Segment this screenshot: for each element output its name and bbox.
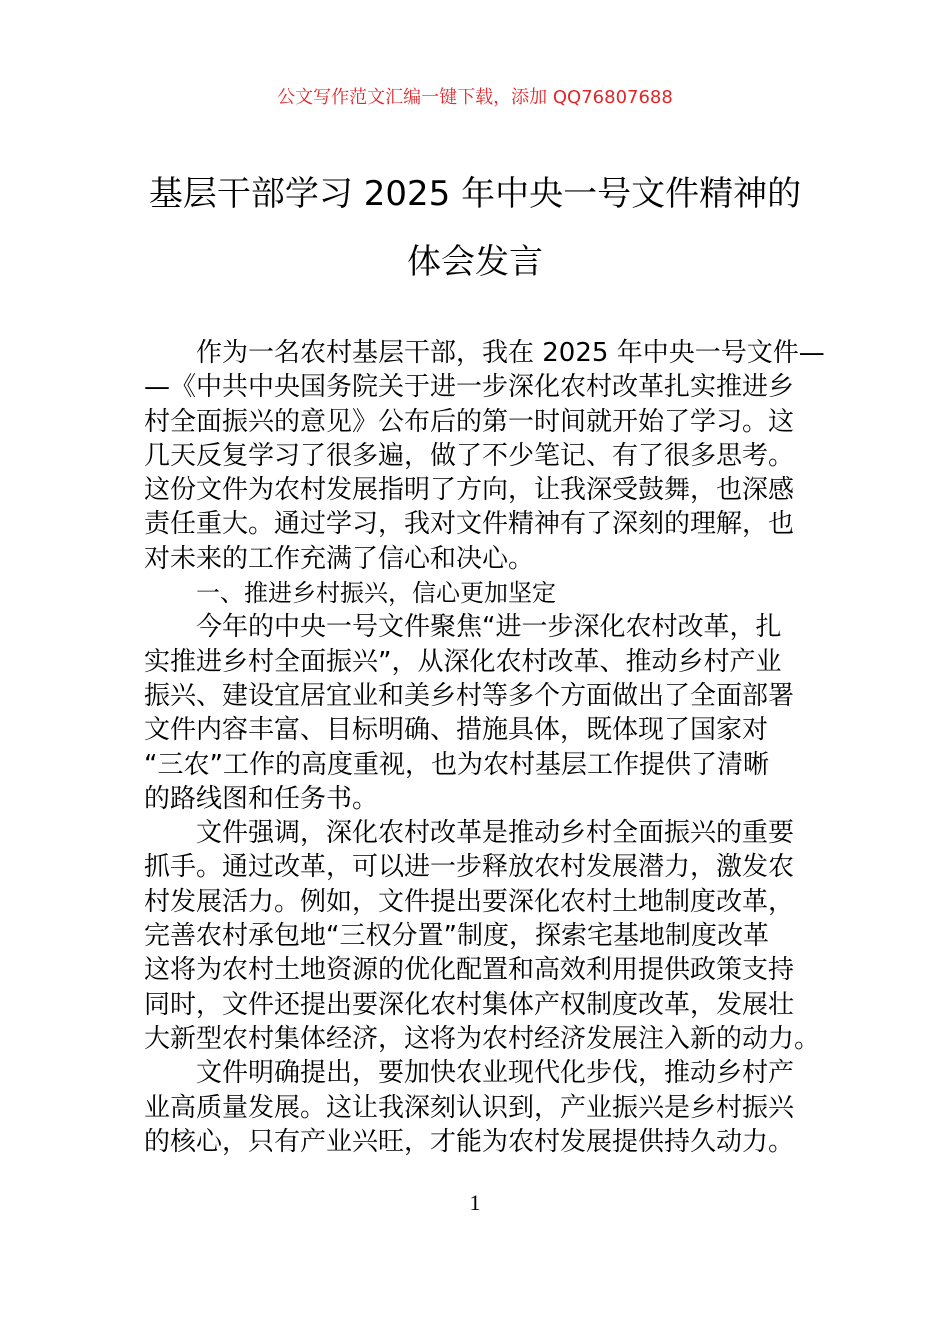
paragraph-2-line-3: 振兴、建设宜居宜业和美乡村等多个方面做出了全面部署 xyxy=(144,680,795,711)
paragraph-3-line-2: 抓手。通过改革，可以进一步释放农村发展潜力，激发农 xyxy=(144,852,795,883)
paragraph-1-line-2: —《中共中央国务院关于进一步深化农村改革扎实推进乡 xyxy=(144,372,795,403)
document-title-line-1: 基层干部学习 2025 年中央一号文件精神的 xyxy=(148,174,802,214)
paragraph-1-line-5: 这份文件为农村发展指明了方向，让我深受鼓舞，也深感 xyxy=(144,475,795,506)
document-body xyxy=(144,336,825,1159)
paragraph-1-line-7: 对未来的工作充满了信心和决心。 xyxy=(144,543,535,574)
paragraph-3-line-4: 完善农村承包地“三权分置”制度，探索宅基地制度改革 xyxy=(144,921,769,952)
paragraph-1-line-3: 村全面振兴的意见》公布后的第一时间就开始了学习。这 xyxy=(144,406,795,437)
paragraph-4-line-2: 业高质量发展。这让我深刻认识到，产业振兴是乡村振兴 xyxy=(144,1092,795,1123)
section-heading-1: 一、推进乡村振兴，信心更加坚定 xyxy=(196,579,556,608)
paragraph-1-line-1: 作为一名农村基层干部，我在 2025 年中央一号文件— xyxy=(196,338,825,368)
paragraph-2-line-4: 文件内容丰富、目标明确、措施具体，既体现了国家对 xyxy=(144,715,769,746)
paragraph-3-line-7: 大新型农村集体经济，这将为农村经济发展注入新的动力。 xyxy=(144,1023,821,1054)
paragraph-2-line-2: 实推进乡村全面振兴”，从深化农村改革、推动乡村产业 xyxy=(144,646,782,677)
paragraph-2-line-6: 的路线图和任务书。 xyxy=(144,783,379,814)
document-title-line-2: 体会发言 xyxy=(407,242,543,282)
paragraph-2-line-1: 今年的中央一号文件聚焦“进一步深化农村改革，扎 xyxy=(196,612,782,643)
paragraph-1-line-6: 责任重大。通过学习，我对文件精神有了深刻的理解，也 xyxy=(144,509,795,540)
paragraph-1-line-4: 几天反复学习了很多遍，做了不少笔记、有了很多思考。 xyxy=(144,440,795,471)
download-banner: 公文写作范文汇编一键下载，添加 QQ76807688 xyxy=(277,87,673,108)
paragraph-3-line-3: 村发展活力。例如，文件提出要深化农村土地制度改革， xyxy=(144,886,795,917)
page-number: 1 xyxy=(469,1190,481,1215)
paragraph-3-line-6: 同时，文件还提出要深化农村集体产权制度改革，发展壮 xyxy=(144,989,795,1020)
paragraph-3-line-5: 这将为农村土地资源的优化配置和高效利用提供政策支持 xyxy=(144,955,795,986)
paragraph-4-line-1: 文件明确提出，要加快农业现代化步伐，推动乡村产 xyxy=(196,1058,795,1089)
paragraph-4-line-3: 的核心，只有产业兴旺，才能为农村发展提供持久动力。 xyxy=(144,1126,795,1157)
paragraph-3-line-1: 文件强调，深化农村改革是推动乡村全面振兴的重要 xyxy=(196,818,795,849)
paragraph-2-line-5: “三农”工作的高度重视，也为农村基层工作提供了清晰 xyxy=(144,749,769,780)
